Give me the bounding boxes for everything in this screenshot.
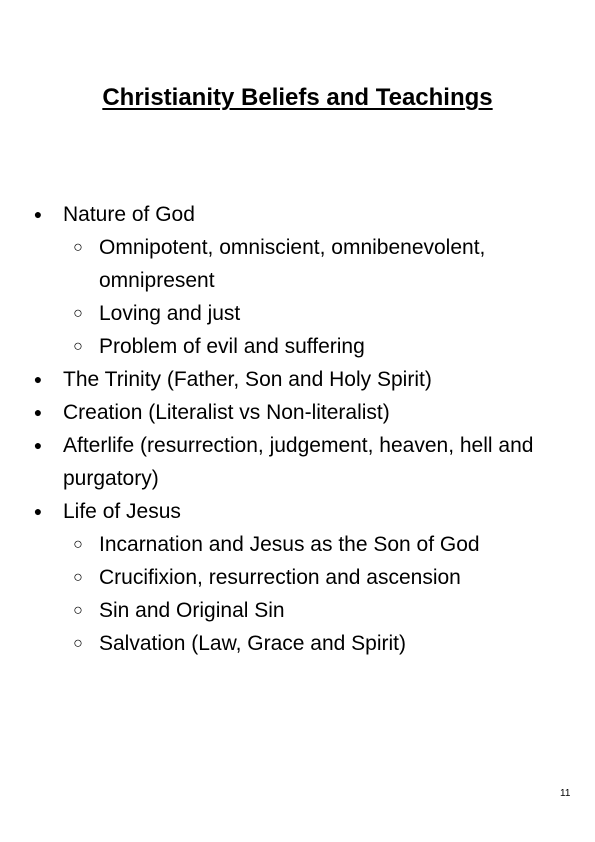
- sub-list-item: [63, 627, 568, 660]
- bullet-icon: ●: [33, 206, 43, 222]
- sub-list-item-text: Salvation (Law, Grace and Spirit): [99, 632, 406, 655]
- list-item-trinity: [28, 363, 568, 396]
- sub-list-item-text: Crucifixion, resurrection and ascension: [99, 566, 461, 589]
- bullet-icon: ●: [33, 404, 43, 420]
- list-item-text: Life of Jesus: [63, 500, 181, 523]
- sub-bullet-icon: ○: [73, 536, 83, 553]
- sub-bullet-icon: ○: [73, 239, 83, 256]
- list-item-text: Afterlife (resurrection, judgement, heaven, hell and purgatory): [63, 434, 534, 490]
- sub-list-item-text: Problem of evil and suffering: [99, 335, 365, 358]
- sub-list-item-text: Loving and just: [99, 302, 241, 325]
- page-number: 11: [560, 788, 571, 799]
- list-item-afterlife: [28, 429, 568, 495]
- sub-bullet-icon: ○: [73, 635, 83, 652]
- topic-list: [28, 198, 568, 660]
- sub-list-item: [63, 594, 568, 627]
- sub-list-item: [63, 561, 568, 594]
- sub-list-item: [63, 231, 568, 297]
- list-item-text: The Trinity (Father, Son and Holy Spirit): [63, 368, 432, 391]
- sub-bullet-icon: ○: [73, 569, 83, 586]
- bullet-icon: ●: [33, 437, 43, 453]
- sub-list-item-text: Omnipotent, omniscient, omnibenevolent, omnipresent: [99, 236, 486, 292]
- list-item-life-of-jesus: [28, 495, 568, 660]
- sub-list-item: [63, 528, 568, 561]
- sub-list: [63, 231, 568, 363]
- sub-bullet-icon: ○: [73, 602, 83, 619]
- page-title: Christianity Beliefs and Teachings: [102, 84, 493, 111]
- list-item-nature-of-god: [28, 198, 568, 363]
- sub-list-item: [63, 330, 568, 363]
- bullet-icon: ●: [33, 503, 43, 519]
- sub-list-item: [63, 297, 568, 330]
- sub-bullet-icon: ○: [73, 338, 83, 355]
- list-item-text: Creation (Literalist vs Non-literalist): [63, 401, 390, 424]
- bullet-icon: ●: [33, 371, 43, 387]
- sub-list-item-text: Incarnation and Jesus as the Son of God: [99, 533, 480, 556]
- sub-list: [63, 528, 568, 660]
- list-item-creation: [28, 396, 568, 429]
- list-item-text: Nature of God: [63, 203, 195, 226]
- sub-bullet-icon: ○: [73, 305, 83, 322]
- sub-list-item-text: Sin and Original Sin: [99, 599, 285, 622]
